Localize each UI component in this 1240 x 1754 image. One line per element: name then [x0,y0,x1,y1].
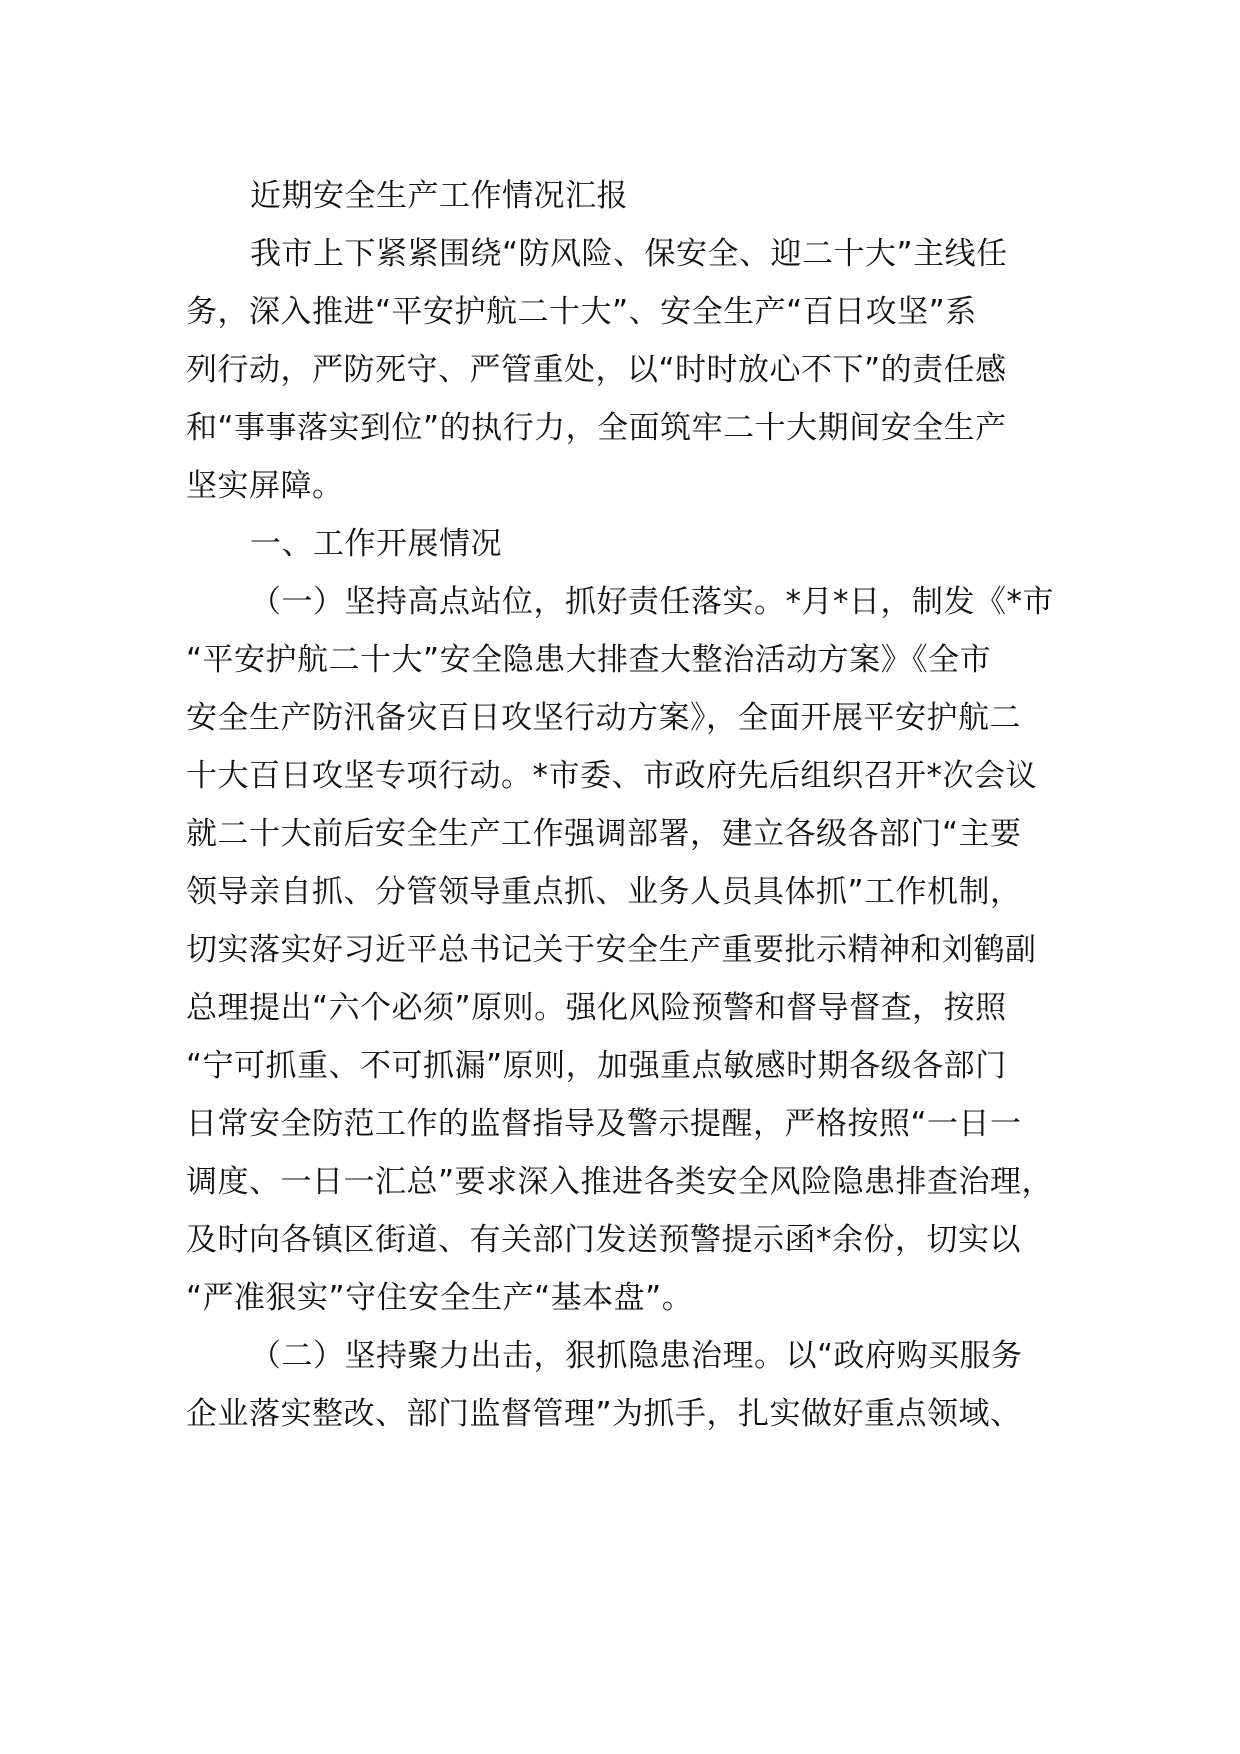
body-line: 及时向各镇区街道、有关部门发送预警提示函*余份，切实以 [186,1222,1021,1258]
body-line: （二）坚持聚力出击，狠抓隐患治理。以“政府购买服务 [250,1338,1023,1374]
body-line: （一）坚持高点站位，抓好责任落实。*月*日，制发《*市 [250,584,1054,620]
section-heading: 一、工作开展情况 [250,526,502,562]
body-line: 调度、一日一汇总”要求深入推进各类安全风险隐患排查治理， [186,1164,1054,1200]
body-line: 总理提出“六个必须”原则。强化风险预警和督导督查，按照 [186,990,1007,1026]
body-line: “宁可抓重、不可抓漏”原则，加强重点敏感时期各级各部门 [186,1048,1007,1084]
body-line: 和“事事落实到位”的执行力，全面筑牢二十大期间安全生产 [186,410,1007,446]
document-title: 近期安全生产工作情况汇报 [250,178,628,214]
body-line: “严准狠实”守住安全生产“基本盘”。 [186,1280,694,1316]
body-line: 切实落实好习近平总书记关于安全生产重要批示精神和刘鹤副 [186,932,1037,968]
body-line: 坚实屏障。 [186,468,344,504]
body-line: 就二十大前后安全生产工作强调部署，建立各级各部门“主要 [186,816,1022,852]
body-line: 十大百日攻坚专项行动。*市委、市政府先后组织召开*次会议 [186,758,1037,794]
body-line: 务，深入推进“平安护航二十大”、安全生产“百日攻坚”系 [186,294,977,330]
body-line: 企业落实整改、部门监督管理”为抓手，扎实做好重点领域、 [186,1396,1022,1432]
body-line: 列行动，严防死守、严管重处，以“时时放心不下”的责任感 [186,352,1007,388]
body-line: 安全生产防汛备灾百日攻坚行动方案》，全面开展平安护航二 [186,700,1021,736]
body-line: 我市上下紧紧围绕“防风险、保安全、迎二十大”主线任 [250,236,1008,272]
body-line: 领导亲自抓、分管领导重点抓、业务人员具体抓”工作机制， [186,874,1022,910]
body-line: “平安护航二十大”安全隐患大排查大整治活动方案》《全市 [186,642,992,678]
body-line: 日常安全防范工作的监督指导及警示提醒，严格按照“一日一 [186,1106,1022,1142]
